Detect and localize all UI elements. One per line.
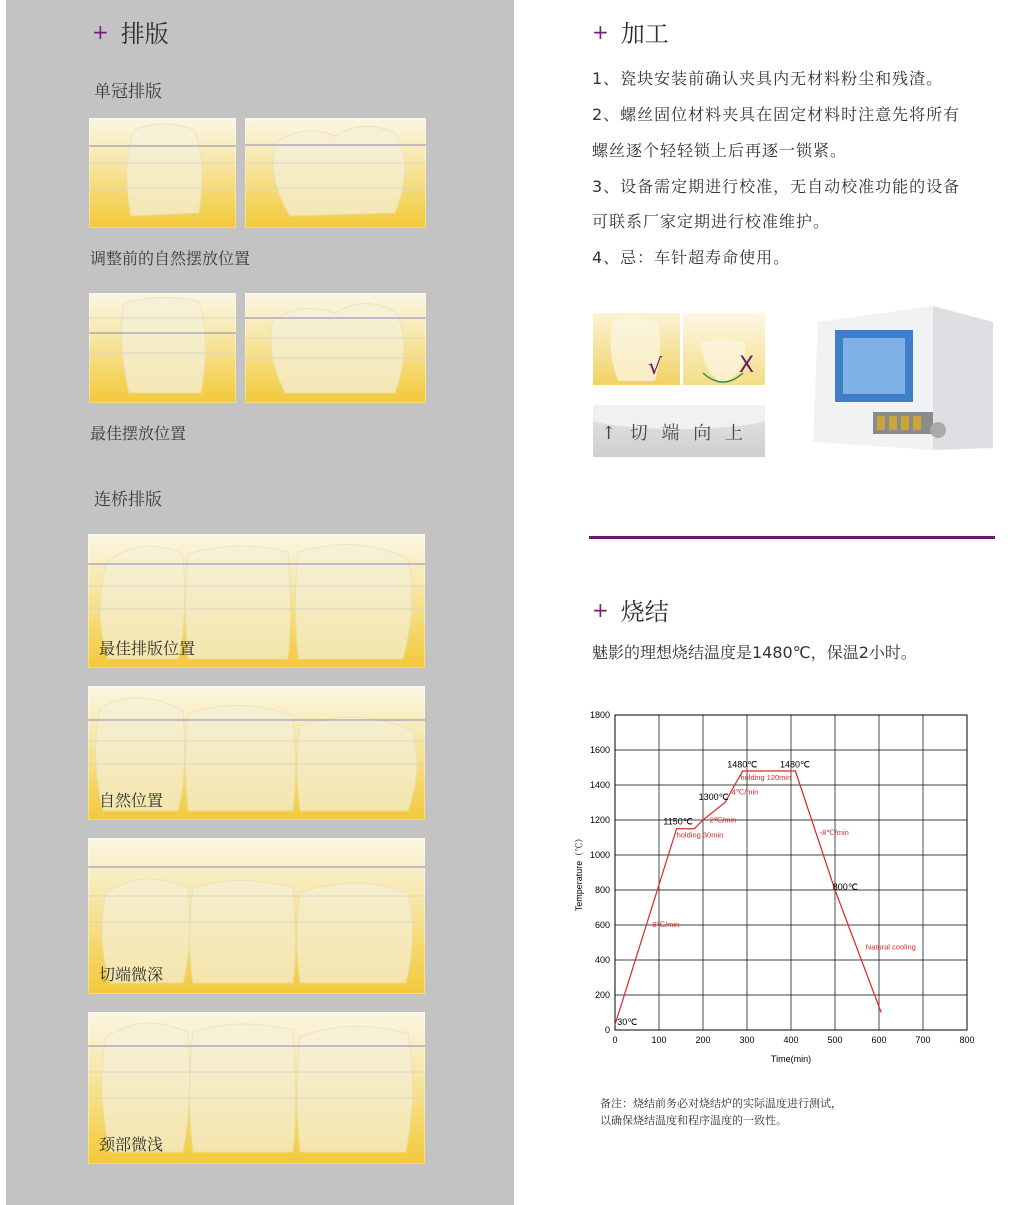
x-tick-label: 300: [739, 1035, 755, 1045]
processing-section-title: [592, 14, 669, 49]
bridge-label-best: 最佳排版位置: [99, 639, 196, 658]
bridge-label-cervical-shallow: 颈部微浅: [99, 1135, 164, 1154]
temperature-annotation: 1300℃: [698, 791, 729, 802]
orientation-label: ↑ 切 端 向 上: [601, 423, 747, 444]
sintering-chart: [570, 705, 980, 1077]
section-divider: [589, 536, 995, 539]
caption-best: 最佳摆放位置: [90, 424, 187, 443]
y-tick-label: 200: [594, 990, 610, 1000]
correct-orientation-photo: [593, 313, 680, 385]
y-tick-label: 600: [594, 920, 610, 930]
x-tick-label: 200: [695, 1035, 711, 1045]
bridge-image-cervical-shallow: [88, 1012, 425, 1164]
y-tick-label: 1800: [589, 710, 610, 720]
milling-machine-photo: [803, 300, 995, 458]
wrong-orientation-photo: [683, 313, 765, 385]
rate-annotation: 8℃/min: [652, 919, 680, 929]
processing-line-5: 可联系厂家定期进行校准维护。: [592, 212, 831, 231]
note-line-1: 备注：烧结前务必对烧结炉的实际温度进行测试，: [600, 1097, 842, 1110]
y-tick-label: 0: [604, 1025, 610, 1035]
x-tick-label: 500: [827, 1035, 843, 1045]
x-tick-label: 700: [915, 1035, 931, 1045]
crown-image-before-2: [245, 118, 426, 228]
bridge-image-incisal-deep: [88, 838, 425, 994]
temperature-curve: [615, 771, 881, 1025]
processing-line-2: 2、螺丝固位材料夹具在固定材料时注意先将所有: [592, 105, 961, 124]
sintering-description: 魅影的理想烧结温度是1480℃，保温2小时。: [592, 643, 917, 662]
caption-before: 调整前的自然摆放位置: [90, 249, 251, 268]
crown-image-best-2: [245, 293, 426, 403]
plus-icon: +: [592, 19, 609, 44]
sintering-title-text: 烧结: [620, 598, 669, 626]
rate-annotation: -8℃/min: [819, 827, 849, 837]
processing-title-text: 加工: [620, 20, 669, 48]
processing-line-1: 1、瓷块安装前确认夹具内无材料粉尘和残渣。: [592, 69, 944, 88]
processing-line-3: 螺丝逐个轻轻锁上后再逐一锁紧。: [592, 141, 848, 160]
y-axis-label: Temperature（℃）: [574, 833, 584, 912]
temperature-annotation: 1480℃: [727, 759, 758, 770]
y-tick-label: 1600: [589, 745, 610, 755]
rate-annotation: 2℃/min: [709, 815, 737, 825]
crown-image-before-1: [89, 118, 236, 228]
temperature-annotation: 1150℃: [663, 816, 693, 827]
y-tick-label: 1000: [589, 850, 610, 860]
crown-image-best-1: [89, 293, 236, 403]
processing-line-4: 3、设备需定期进行校准，无自动校准功能的设备: [592, 177, 961, 196]
x-tick-label: 400: [783, 1035, 799, 1045]
rate-annotation: holding 30min: [676, 830, 724, 840]
x-tick-label: 0: [612, 1035, 618, 1045]
x-tick-label: 100: [651, 1035, 667, 1045]
bridge-label-natural: 自然位置: [99, 791, 164, 810]
rate-annotation: 4℃/min: [731, 787, 759, 797]
note-line-2: 以确保烧结温度和程序温度的一致性。: [600, 1114, 787, 1127]
temperature-annotation: 1480℃: [780, 759, 811, 770]
plus-icon: +: [92, 19, 109, 44]
temperature-annotation: 30℃: [617, 1016, 638, 1027]
check-icon: √: [648, 355, 663, 380]
bridge-image-best: [88, 534, 425, 668]
y-tick-label: 1400: [589, 780, 610, 790]
single-crown-title: 单冠排版: [94, 82, 162, 102]
temperature-annotation: 800℃: [832, 882, 858, 892]
layout-section-title: [92, 14, 169, 49]
plus-icon: +: [592, 597, 609, 622]
cross-icon: X: [739, 353, 755, 378]
y-tick-label: 1200: [589, 815, 610, 825]
bridge-title: 连桥排版: [94, 490, 162, 510]
bridge-image-natural: [88, 686, 425, 820]
y-tick-label: 400: [594, 955, 610, 965]
y-tick-label: 800: [594, 885, 610, 895]
x-tick-label: 800: [959, 1035, 975, 1045]
rate-annotation: Natural cooling: [865, 942, 916, 952]
x-axis-label: Time(min): [770, 1054, 812, 1064]
rate-annotation: holding 120min: [740, 772, 792, 782]
sintering-section-title: [592, 592, 669, 627]
bridge-label-incisal-deep: 切端微深: [99, 965, 164, 984]
layout-title-text: 排版: [120, 20, 169, 48]
processing-line-6: 4、忌：车针超寿命使用。: [592, 248, 791, 267]
x-tick-label: 600: [871, 1035, 887, 1045]
fixture-photo: [593, 405, 765, 457]
